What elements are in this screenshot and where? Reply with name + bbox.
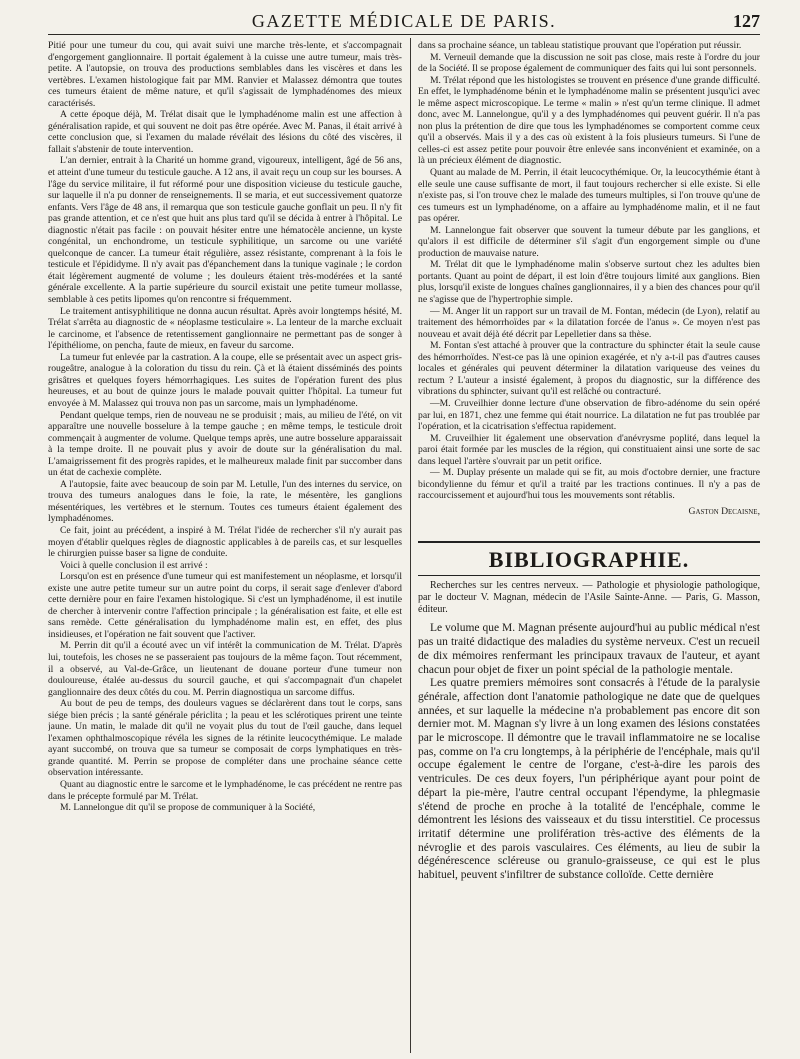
paragraph: La tumeur fut enlevée par la castration. A la coupe, elle se présentait avec un aspect gris-rougeâtre, analogue à la coloration du tissu du rein. Çà et là étaient disséminés des points grisâtres et quelques foyers hémorrhagiques. Les suites de l'opération furent des plus heureuses, et au bout de quinze jours le malade pouvait quitter l'hôpital. La tumeur fut envoyée à M. Malassez qui trouva non pas un sarcome, mais un lymphadénome.	[48, 351, 402, 409]
review-paragraph: Les quatre premiers mémoires sont consacrés à l'étude de la paralysie générale, affection dont l'anatomie pathologique ne date que de quelques années, et sur laquelle la médecine n'a probablement pas encore dit son dernier mot. M. Magnan s'y livre à un long examen des lésions constatées par le microscope. Il démontre que le travail inflammatoire ne se localise pas, comme on l'a cru longtemps, à la périphérie de l'encéphale, mais qu'il occupe également le centre de l'organe, c'est-à-dire les parois des ventricules. De ces deux foyers, l'un périphérique ayant pour point de départ la pie-mère, l'autre central occupant l'épendyme, la phlegmasie s'étend de proche en proche à la totalité de l'encéphale, comme le démontrent les lésions des vaisseaux et du tissu interstitiel. Ce processus irritatif détermine une prolifération très-active des éléments de la névroglie et des parois vasculaires. Ces éléments, au lieu de subir la dégénérescence scléreuse ou granulo-graisseuse, ce qui est le plus habituel, peuvent s'infiltrer de substance colloïde. Cette dernière	[418, 677, 760, 882]
paragraph: — M. Anger lit un rapport sur un travail de M. Fontan, médecin (de Lyon), relatif au traitement des hémorrhoïdes par « la dilatation forcée de l'anus ». Ce moyen n'est pas nouveau et avait déjà été décrit par Lepelletier dans sa thèse.	[418, 305, 760, 340]
column-divider	[410, 38, 411, 1053]
paragraph: M. Lannelongue dit qu'il se propose de communiquer à la Société,	[60, 802, 316, 814]
paragraph: — M. Duplay présente un malade qui se fit, au mois d'octobre dernier, une fracture bicondylienne du fémur et qu'il a traité par les tractions continues. Il n'y a pas de raccourcissement et aujourd'hui tous les mouvements sont rétablis.	[418, 467, 760, 502]
paragraph: Le traitement antisyphilitique ne donna aucun résultat. Après avoir longtemps hésité, M. Trélat s'arrêta au diagnostic de « néoplasme testiculaire ». La lenteur de la marche excluait le carcinome, et l'absence de retentissement ganglionnaire ne permettant pas de songer à l'épithéliome, on pencha, faute de mieux, en faveur du sarcome.	[48, 305, 402, 352]
paragraph: M. Cruveilhier lit également une observation d'anévrysme poplité, dans lequel la paroi était formée par les muscles de la région, qui constituaient ainsi une sorte de sac dans lequel l'artère s'ouvrait par un petit orifice.	[418, 432, 760, 467]
paragraph: M. Verneuil demande que la discussion ne soit pas close, mais reste à l'ordre du jour de la Société. Il se propose également de communiquer des faits qui lui sont personnels.	[418, 51, 760, 75]
heading-rule	[418, 575, 760, 576]
paragraph: L'an dernier, entrait à la Charité un homme grand, vigoureux, intelligent, âgé de 56 ans, et atteint d'une tumeur du testicule gauche. A 12 ans, il avait reçu un coup sur les bourses. A l'âge du service militaire, il fut réformé pour une disposition vicieuse du testicule gauche, sur laquelle il n'a pu donner de renseignements. Il se maria, et eut successivement quatorze enfants. Vers l'âge de 48 ans, il remarqua que son testicule gauche gonflait un peu. Il n'y fit pas grande attention, et ce n'est que huit ans plus tard qu'il se décida à entrer à l'hôpital. Le diagnostic n'était pas facile : on pouvait hésiter entre une hématocèle ancienne, un kyste congénital, un enchondrome, un testicule syphilitique, un sarcome ou une variété quelconque de cancer. La tumeur était régulière, assez résistante, comprenant à la fois le testicule et l'épididyme. Il n'y avait pas d'épanchement dans la tunique vaginale ; le cordon était légèrement augmenté de volume ; les douleurs étaient très-modérées et la santé générale excellente. A la partie supérieure du sourcil existait une petite tumeur mollasse, semblable à ces petits lipomes qu'on rencontre si fréquemment.	[48, 155, 402, 306]
right-column	[418, 40, 760, 1050]
paragraph: M. Trélat répond que les histologistes se trouvent en présence d'une grande difficulté. En effet, le lymphadénome bénin et le lymphadénome malin se présentent jusqu'ici avec le même aspect microscopique. Le terme « malin » n'est qu'un terme clinique. Il admet donc, avec M. Lannelongue, qu'il y a des lymphadénomes qui peuvent guérir. Il n'a pas non plus la prétention de dire que tous les lymphadénomes se comportent comme ceux qu'il a observés. Mais il y a des cas où existent à la fois plusieurs tumeurs. Si l'une de celles-ci est assez petite pour pouvoir être enlevée sans inconvénient et examinée, on a là un précieux élément de diagnostic.	[418, 74, 760, 167]
paragraph: Voici à quelle conclusion il est arrivé :	[60, 559, 208, 571]
paragraph: M. Trélat dit que le lymphadénome malin s'observe surtout chez les adultes bien portants. Quant au point de départ, il est loin d'être toujours limité aux ganglions. Bien plus, lorsqu'il existe de longues chaînes ganglionnaires, il y a bien des chances pour qu'il ne s'agisse que de l'hypertrophie simple.	[418, 259, 760, 306]
review-paragraph: Le volume que M. Magnan présente aujourd'hui au public médical n'est pas un traité didactique des maladies du système nerveux. C'est un recueil de dix mémoires renfermant les principaux travaux de l'auteur, et ayant chacun pour objet de fixer un point spécial de la pathologie mentale.	[418, 622, 760, 676]
paragraph: A cette époque déjà, M. Trélat disait que le lymphadénome malin est une affection à généralisation rapide, et qui souvent ne doit pas être opérée. Avec M. Panas, il était arrivé à cette conclusion que, si l'examen du malade révélait des lésions du côté des viscères, il fallait s'abstenir de toute intervention.	[48, 109, 402, 155]
page-number: 127	[733, 11, 760, 31]
paragraph: Ce fait, joint au précédent, a inspiré à M. Trélat l'idée de rechercher s'il n'y aurait pas moyen d'établir quelques règles de diagnostic applicables à de pareils cas, et sur lesquelles le chirurgien puisse baser sa ligne de conduite.	[48, 524, 402, 560]
page-header	[48, 10, 760, 35]
left-column	[48, 40, 402, 1050]
paragraph: Quant au diagnostic entre le sarcome et le lymphadénome, le cas précédent ne rentre pas dans le précepte formulé par M. Trélat.	[48, 779, 402, 802]
paragraph: A l'autopsie, faite avec beaucoup de soin par M. Letulle, l'un des internes du service, on trouva des tumeurs analogues dans le foie, la rate, le mésentère, les ganglions mésentériques, les vertèbres et le sternum. Toutes ces tumeurs étaient également des lymphadénomes.	[48, 478, 402, 525]
bibliography-heading: BIBLIOGRAPHIE.	[488, 547, 690, 573]
paragraph: Quant au malade de M. Perrin, il était leucocythémique. Or, la leucocythémie étant à elle seule une cause suffisante de mort, il faut toujours rechercher si elle existe. Si elle n'existe pas, si l'on trouve chez le malade des tumeurs multiples, si l'on trouve qu'une de ces tumeurs est un lymphadénome, on a affaire au lymphadénome malin, et il ne faut pas opérer.	[418, 167, 760, 225]
paragraph: —M. Cruveilhier donne lecture d'une observation de fibro-adénome du sein opéré par lui, en 1871, chez une femme qui était nourrice. La dilatation ne fut pas troublée par l'opération, et la cicatrisation s'effectua rapidement.	[418, 397, 760, 433]
paragraph: Au bout de peu de temps, des douleurs vagues se déclarèrent dans tout le corps, sans siége bien précis ; la santé générale périclita ; la peau et les sclérotiques prirent une teinte jaune. Un matin, le malade dit qu'il ne voyait plus du tout de l'œil gauche, dans lequel l'examen ophthalmoscopique révéla les signes de la rétinite leucocythémique. Le malade ayant succombé, on trouva que sa tumeur se composait de corps lymphatiques en très-grande quantité. M. Perrin se propose de compléter dans une prochaine séance cette observation intéressante.	[48, 698, 402, 779]
journal-title: GAZETTE MÉDICALE DE PARIS.	[251, 11, 557, 31]
author-signature: Gaston Decaisne,	[688, 505, 760, 517]
paragraph: dans sa prochaine séance, un tableau statistique prouvant que l'opération put réussir.	[418, 40, 742, 51]
book-citation: Recherches sur les centres nerveux. — Pathologie et physiologie pathologique, par le docteur V. Magnan, médecin de l'Asile Sainte-Anne. — Paris, G. Masson, éditeur.	[418, 580, 760, 616]
paragraph: M. Lannelongue fait observer que souvent la tumeur débute par les ganglions, et qu'alors il est difficile de déterminer s'il s'agit d'un engorgement simple ou d'une production de mauvaise nature.	[418, 224, 760, 259]
paragraph: Lorsqu'on est en présence d'une tumeur qui est manifestement un néoplasme, et lorsqu'il existe une autre petite tumeur sur un autre point du corps, il serait sage d'enlever d'abord cette dernière pour en faire l'examen histologique. Si c'est un lymphadénome, il est inutile de chercher à intervenir contre l'affection principale ; la généralisation est faite, et elle est sans remède. Cette généralisation du lymphadénome malin est, en effet, des plus insidieuses, et l'opération ne fait souvent que l'activer.	[48, 571, 402, 640]
paragraph: Pitié pour une tumeur du cou, qui avait suivi une marche très-lente, et s'accompagnait d'engorgement ganglionnaire. Il portait également à la cuisse une autre tumeur, mais très-petite. A l'autopsie, on trouva des productions semblables dans les viscères et dans les vertèbres. L'examen histologique fait par MM. Ranvier et Malassez démontra que toutes ces tumeurs étaient de même nature, et qu'il s'agissait de lymphadénomes des mieux caractérisés.	[48, 40, 402, 109]
paragraph: M. Perrin dit qu'il a écouté avec un vif intérêt la communication de M. Trélat. D'après lui, toutefois, les choses ne se passeraient pas toujours de la même façon. Tout récemment, il a observé, au Val-de-Grâce, un lieutenant de douane porteur d'une tumeur non douloureuse, étalée au-dessus du sourcil gauche, et qui s'accompagnait d'un chapelet ganglionnaire des deux côtés du cou. M. Perrin diagnostiqua un sarcome diffus.	[48, 640, 402, 698]
paragraph: M. Fontan s'est attaché à prouver que la contracture du sphincter était la seule cause des hémorrhoïdes. N'est-ce pas là une opinion exagérée, et n'y a-t-il pas d'autres causes locales et générales qui peuvent déterminer la dilatation variqueuse des veines du rectum ? L'auteur a insisté également, à propos du diagnostic, sur la différence des vibrations du sphincter, suivant qu'il est relâché ou contracturé.	[418, 340, 760, 398]
paragraph: Pendant quelque temps, rien de nouveau ne se produisit ; mais, au milieu de l'été, on vit apparaître une nouvelle bosselure à la tempe gauche ; en même temps, le testicule droit commençait à augmenter de volume. Quelque temps après, une autre bosselure apparaissait à la tempe droite. Il ne pouvait plus y avoir de doute sur la généralisation du mal. L'amaigrissement fit des progrès rapides, et le malheureux malade finit par succomber dans un état de cachexie complète.	[48, 409, 402, 479]
bibliography-section	[418, 541, 760, 882]
